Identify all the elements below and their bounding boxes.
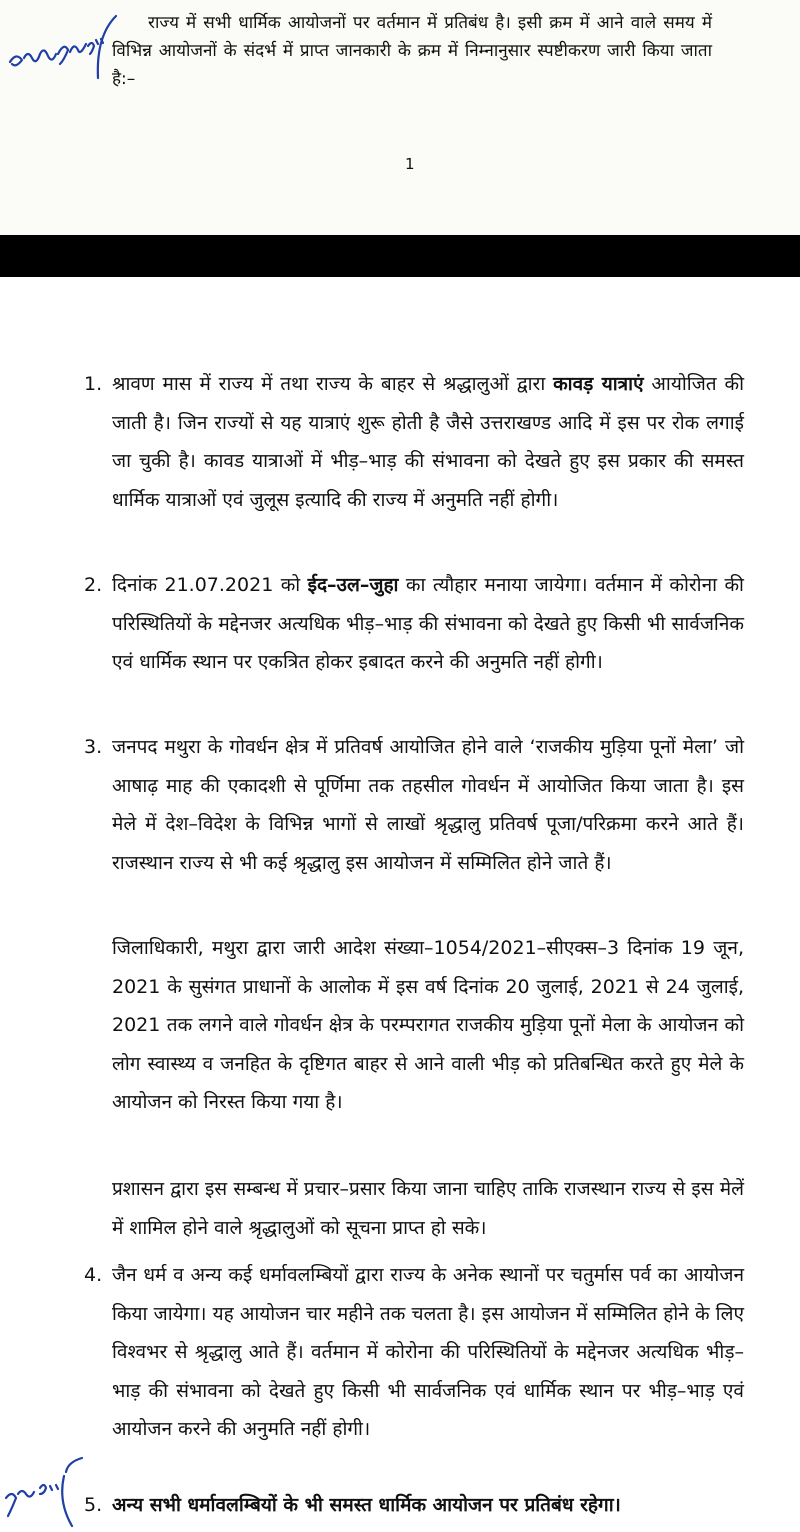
final-restriction-emphasis: अन्य सभी धर्मावलम्बियों के भी समस्त धार्मिक आयोजन पर प्रतिबंध रहेगा। (112, 1494, 621, 1516)
list-item-text: जनपद मथुरा के गोवर्धन क्षेत्र में प्रतिवर्ष आयोजित होने वाले ‘राजकीय मुड़िया पूनों मेला’ जो आषाढ़ माह की एकादशी से पूर्णिमा तक तहसील गोवर्धन में आयोजित किया जाता है। इस मेले में देश–विदेश के विभिन्न भागों से लाखों श्रृद्धालु प्रतिवर्ष पूजा/परिक्रमा करने आते हैं। राजस्थान राज्य से भी कई श्रृद्धालु इस आयोजन में सम्मिलित होने जाते हैं। (112, 736, 744, 874)
list-item (84, 1256, 744, 1449)
list-item (84, 365, 744, 519)
eid-emphasis: ईद–उल–जुहा (307, 574, 399, 596)
list-item-text: दिनांक 21.07.2021 को ईद–उल–जुहा का त्यौहार मनाया जायेगा। वर्तमान में कोरोना की परिस्थितियों के मद्देनजर अत्यधिक भीड़–भाड़ की संभावना को देखते हुए किसी भी सार्वजनिक एवं धार्मिक स्थान पर एकत्रित होकर इबादत करने की अनुमति नहीं होगी। (112, 574, 744, 673)
page-break-band (0, 235, 800, 277)
list-item (84, 728, 744, 882)
list-item-number: 3. (84, 736, 103, 758)
list-item-number: 4. (84, 1264, 103, 1286)
kanwar-yatra-emphasis: कावड़ यात्राएं (553, 373, 644, 395)
list-item (84, 1486, 744, 1525)
intro-paragraph: राज्य में सभी धार्मिक आयोजनों पर वर्तमान में प्रतिबंध है। इसी क्रम में आने वाले समय में विभिन्न आयोजनों के संदर्भ में प्राप्त जानकारी के क्रम में निम्नानुसार स्पष्टीकरण जारी किया जाता है:– (112, 13, 712, 89)
list-item-number: 1. (84, 373, 103, 395)
list-item-number: 2. (84, 574, 103, 596)
list-item-text (112, 1486, 744, 1525)
signature-bottom-icon (0, 1452, 96, 1532)
page-number: 1 (405, 155, 415, 173)
item-3-paragraph-3: प्रशासन द्वारा इस सम्बन्ध में प्रचार–प्रसार किया जाना चाहिए ताकि राजस्थान राज्य से इस मेलें में शामिल होने वाले श्रृद्धालुओं को सूचना प्राप्त हो सके। (112, 1178, 744, 1239)
list-item (84, 566, 744, 682)
item-3-paragraph-2: जिलाधिकारी, मथुरा द्वारा जारी आदेश संख्या–1054/2021–सीएक्स–3 दिनांक 19 जून, 2021 के सुसंगत प्राधानों के आलोक में इस वर्ष दिनांक 20 जुलाई, 2021 से 24 जुलाई, 2021 तक लगने वाले गोवर्धन क्षेत्र के परम्परागत राजकीय मुड़िया पूनों मेला के आयोजन को लोग स्वास्थ्य व जनहित के दृष्टिगत बाहर से आने वाली भीड़ को प्रतिबन्धित करते हुए मेले के आयोजन को निरस्त किया गया है। (112, 937, 744, 1113)
list-item-text: जैन धर्म व अन्य कई धर्मावलम्बियों द्वारा राज्य के अनेक स्थानों पर चतुर्मास पर्व का आयोजन किया जायेगा। यह आयोजन चार महीने तक चलता है। इस आयोजन में सम्मिलित होने के लिए विश्वभर से श्रृद्धालु आते हैं। वर्तमान में कोरोना की परिस्थितियों के मद्देनजर अत्यधिक भीड़–भाड़ की संभावना को देखते हुए किसी भी सार्वजनिक एवं धार्मिक स्थान पर भीड़–भाड़ एवं आयोजन करने की अनुमति नहीं होगी। (112, 1264, 744, 1440)
list-item-text: श्रावण मास में राज्य में तथा राज्य के बाहर से श्रद्धालुओं द्वारा कावड़ यात्राएं आयोजित की जाती है। जिन राज्यों से यह यात्राएं शुरू होती है जैसे उत्तराखण्ड आदि में इस पर रोक लगाई जा चुकी है। कावड यात्राओं में भीड़–भाड़ की संभावना को देखते हुए इस प्रकार की समस्त धार्मिक यात्राओं एवं जुलूस इत्यादि की राज्य में अनुमति नहीं होगी। (112, 373, 744, 511)
list-item-number: 5. (84, 1494, 103, 1516)
